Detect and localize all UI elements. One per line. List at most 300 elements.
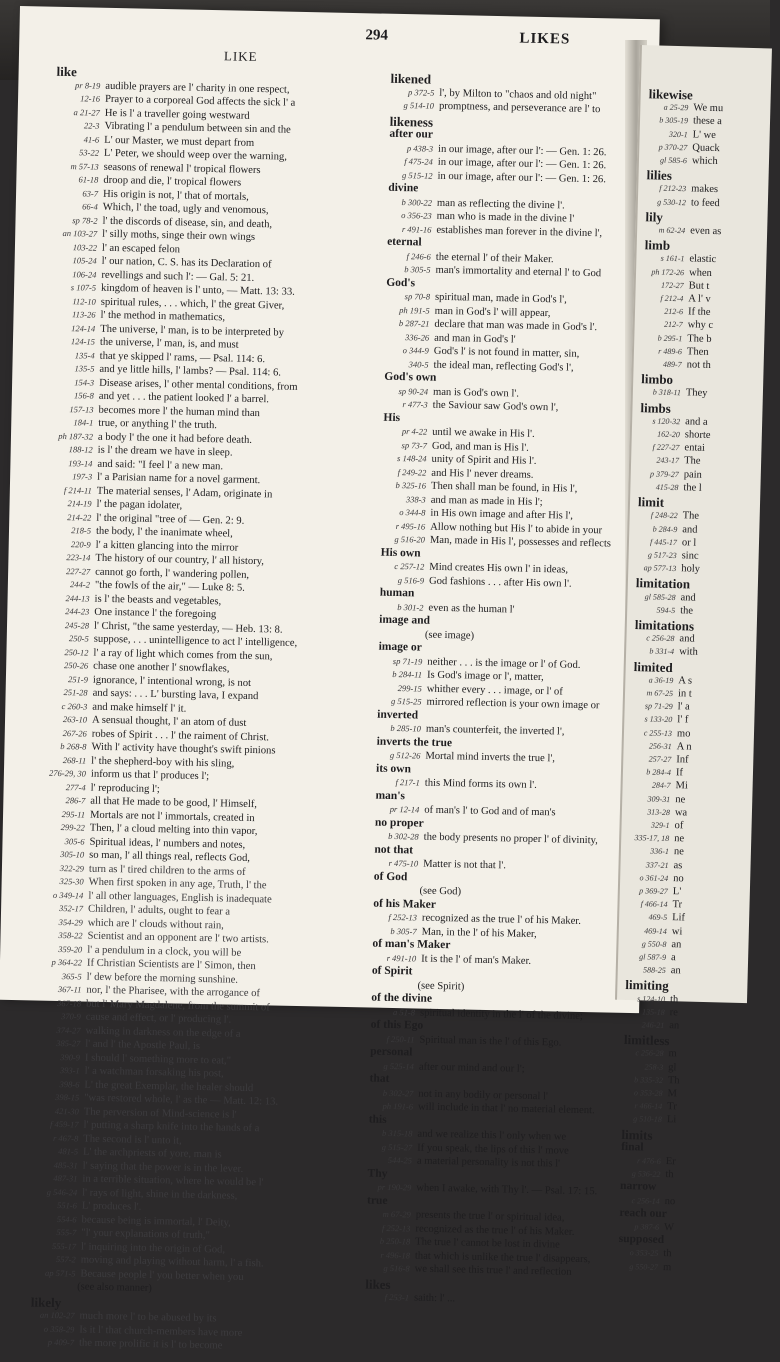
entry-reference: gl 587-9 [639, 952, 667, 962]
entry-text: neither . . . is the image or l' of God. [427, 656, 581, 671]
entry-text: this Mind forms its own l'. [424, 777, 537, 791]
entry-reference: 352-17 [58, 903, 84, 914]
entry-reference: 594-5 [656, 605, 676, 615]
entry-text: saith: l' ... [413, 1292, 456, 1305]
entry-reference: 112-10 [72, 295, 96, 307]
entry-text: If you speak, the lips of this l' move [417, 1142, 569, 1157]
entry-reference: 299-15 [397, 682, 422, 694]
entry-reference: c 256-28 [646, 633, 675, 644]
entry-text: cannot go forth, l' wandering pollen, [95, 566, 250, 581]
entry-reference: 555-7 [56, 1227, 77, 1238]
subheading: this [368, 1113, 387, 1126]
entry-text: promptness, and perseverance are l' to [438, 100, 601, 116]
entry-text: Mi [675, 780, 689, 792]
entry-text: when I awake, with Thy l'. — Psal. 17: 15. [416, 1182, 598, 1198]
entry-text: l' and l' the Apostle Paul, is [85, 1038, 201, 1052]
entry-reference: 66-4 [82, 201, 98, 212]
entry-text: Children, l' adults, ought to fear a [87, 903, 231, 918]
entry-reference: p 387-6 [634, 1222, 660, 1232]
entry-reference: f 253-1 [384, 1291, 410, 1303]
entry-reference: b 318-11 [652, 387, 682, 398]
entry-reference: s 148-24 [396, 452, 427, 464]
entry-reference: 557-2 [55, 1254, 76, 1265]
subheading: its own [375, 762, 412, 775]
entry-reference: 415-28 [655, 482, 679, 493]
entry-reference: f 212-23 [659, 183, 687, 194]
entry-text: ne [673, 846, 684, 858]
entry-text: which [691, 155, 718, 168]
entry-reference: m 57-13 [70, 160, 99, 172]
entry-text: l' the shepherd-boy with his sling, [91, 755, 235, 770]
entry-text: l' a pendulum in a clock, you will be [87, 944, 242, 959]
entry-reference: 487-31 [53, 1172, 78, 1184]
entry-reference: 250-26 [64, 660, 89, 671]
entry-text: ignorance, l' intentional wrong, is not [92, 674, 252, 689]
entry-reference: b 315-18 [381, 1127, 413, 1139]
entry-reference: m 62-24 [658, 225, 686, 236]
entry-text: Inf [676, 754, 689, 766]
entry-reference: sp 71-19 [392, 655, 423, 667]
entry-text: wa [674, 806, 688, 819]
subheading: Thy [367, 1167, 388, 1180]
entry-reference: 212-7 [663, 320, 683, 330]
subheading: His own [380, 546, 421, 560]
entry-reference: 338-3 [405, 493, 426, 505]
entry-text: l' inquiring into the origin of God, [80, 1241, 226, 1256]
entry-reference: 124-14 [71, 322, 96, 334]
entry-reference: f 246-6 [406, 250, 431, 262]
entry-reference: sp 78-2 [72, 214, 98, 226]
entry-reference: f 250-11 [386, 1033, 415, 1044]
entry-reference: m 67-29 [382, 1208, 411, 1220]
entry-reference: s 120-32 [652, 416, 681, 427]
entry-reference: 250-5 [68, 633, 89, 644]
entry-reference: 218-5 [71, 525, 92, 536]
entry-reference: g 546-24 [46, 1186, 78, 1197]
headword: likeness [389, 113, 434, 130]
entry-text: Because people l' you better when you [80, 1268, 244, 1283]
subheading: of the divine [371, 991, 433, 1005]
headword: likes [365, 1276, 391, 1292]
entry-text: One instance l' the foregoing [94, 606, 217, 621]
entry-text: so man, l' all things real, reflects God, [89, 849, 251, 865]
entry-text: Is God's image or l', matter, [426, 669, 544, 684]
entry-text: l' saying that the power is in the lever. [82, 1160, 244, 1175]
running-head-left: LIKE [223, 48, 258, 64]
entry-text: the universe, l' man, is, and must [99, 336, 239, 351]
entry-text: Which, l' the toad, ugly and venomous, [102, 201, 269, 217]
entry-text: and [682, 523, 698, 536]
headword: limited [633, 658, 673, 675]
entry-text: and [680, 591, 696, 604]
entry-reference: p 369-27 [639, 886, 668, 897]
entry-text: m [662, 1261, 672, 1273]
concordance-entry [646, 195, 776, 212]
subheading: His [383, 411, 401, 424]
headword: limits [621, 1126, 653, 1143]
entry-text: that which is unlike the true l' disappears, [414, 1250, 591, 1265]
entry-text: even as [690, 225, 722, 238]
entry-text: that ye skipped l' rams, — Psal. 114: 6. [99, 350, 266, 365]
entry-text: Mind creates His own l' in ideas, [429, 561, 569, 576]
entry-reference: 469-5 [648, 912, 668, 923]
entry-reference: g 512-26 [389, 749, 421, 761]
entry-reference: 214-22 [67, 511, 92, 523]
entry-text: l' our nation, C. S. has its Declaration of [101, 255, 272, 271]
entry-reference: 277-4 [65, 781, 86, 793]
subheading: inverted [377, 708, 419, 721]
entry-text: in our image, after our l': — Gen. 1: 26. [437, 170, 607, 185]
entry-reference: f 212-4 [660, 293, 684, 304]
entry-reference: g 525-14 [383, 1060, 414, 1071]
entry-reference: 243-17 [656, 456, 680, 466]
subheading: image and [379, 613, 431, 627]
entry-text: man's immortality and eternal l' to God [435, 264, 602, 280]
entry-text: spiritual identity in the l' of the divine; [419, 1007, 583, 1022]
entry-reference: pr 8-19 [74, 79, 101, 91]
entry-reference: 365-5 [61, 970, 82, 982]
entry-text: and yet . . . the patient looked l' a barrel. [98, 390, 270, 406]
entry-reference: ph 172-26 [651, 267, 685, 277]
entry-text: l' a ray of light which comes from the sun, [93, 647, 273, 662]
entry-text: l' f [677, 714, 689, 726]
entry-reference: 263-10 [62, 714, 88, 725]
entry-reference: 336-26 [404, 331, 430, 343]
entry-text: presents the true l' or spiritual idea, [415, 1209, 565, 1224]
entry-text: l' the pagan idolater, [96, 498, 183, 512]
entry-reference: f 248-22 [650, 510, 678, 521]
subheading: image or [378, 640, 422, 654]
entry-text: much more l' to be abused by its [79, 1310, 217, 1325]
entry-reference: g 515-27 [381, 1141, 413, 1152]
entry-reference: 367-11 [57, 984, 82, 995]
entry-reference: 421-30 [54, 1105, 79, 1116]
entry-reference: p 409-7 [47, 1336, 75, 1348]
entry-text: makes [691, 183, 719, 196]
entry-reference: b 305-19 [659, 115, 689, 126]
entry-reference: 335-17, 18 [634, 833, 670, 844]
entry-text: But t [688, 280, 710, 292]
entry-reference: ap 571-5 [44, 1267, 76, 1278]
entry-text: Then [686, 346, 709, 358]
entry-reference: 340-5 [408, 358, 429, 370]
entry-text: l' an escaped felon [101, 242, 181, 255]
entry-reference: sp 70-8 [404, 291, 431, 302]
entry-reference: g 515-12 [401, 169, 433, 181]
entry-text: man who is made in the divine l' [436, 210, 575, 225]
entry-reference: r 491-16 [401, 223, 432, 235]
entry-reference: s 107-5 [70, 282, 97, 293]
entry-reference: 385-27 [56, 1037, 81, 1049]
headword: limit [637, 494, 665, 510]
entry-reference: 374-27 [56, 1024, 81, 1035]
entry-reference: 325-30 [59, 876, 84, 887]
entry-text: l' a kitten glancing into the mirror [95, 539, 239, 554]
entry-text: l' a [677, 701, 690, 713]
entry-reference: g 515-25 [390, 695, 422, 707]
entry-text: declare that man was made in God's l'. [434, 318, 598, 334]
entry-reference: 124-15 [70, 336, 96, 347]
entry-text: the body, l' the inanimate wheel, [95, 525, 233, 540]
entry-reference: b 295-1 [657, 333, 683, 343]
entry-text: If [675, 767, 684, 779]
entry-reference: o 349-14 [52, 889, 84, 901]
entry-text: and make himself l' it. [92, 701, 187, 715]
entry-text: l' the discords of disease, sin, and death, [102, 215, 273, 230]
entry-reference: 544-25 [387, 1154, 413, 1166]
entry-text: Allow nothing but His l' to abide in your [430, 521, 603, 536]
entry-text: th [665, 1169, 674, 1181]
entry-text: Man, made in His l', possesses and reflects [429, 534, 612, 550]
entry-reference: gl 585-6 [659, 155, 688, 166]
entry-reference: 172-27 [660, 280, 684, 291]
subheading: God's own [384, 370, 437, 384]
entry-text: God's l' is not found in matter, sin, [433, 345, 580, 360]
entry-reference: 588-25 [642, 965, 666, 976]
entry-reference: b 325-16 [395, 479, 427, 491]
entry-reference: p 379-27 [649, 469, 679, 479]
subheading: of God [373, 870, 408, 883]
subheading: eternal [387, 235, 422, 249]
entry-reference: g 516-8 [383, 1262, 410, 1274]
entry-reference: 393-1 [59, 1065, 80, 1076]
entry-reference: f 252-13 [388, 911, 418, 923]
entry-reference: 309-31 [647, 794, 671, 804]
entry-reference: 305-6 [64, 835, 85, 847]
entry-reference: 336-1 [650, 846, 670, 857]
entry-text: The [682, 510, 700, 523]
entry-reference: 551-6 [56, 1200, 77, 1211]
entry-text: Vibrating l' a pendulum between sin and the [104, 120, 291, 136]
subheading: that [369, 1072, 390, 1085]
cross-reference: (see image) [424, 629, 475, 642]
entry-reference: 245-28 [64, 619, 90, 631]
entry-reference: 246-21 [641, 1020, 665, 1030]
subheading: human [379, 586, 415, 600]
entry-text: ne [675, 793, 686, 806]
subheading: reach our [619, 1206, 667, 1220]
entry-text: seasons of renewal l' tropical flowers [103, 161, 261, 176]
entry-text: nor, l' the Pharisee, with the arrogance of [86, 984, 261, 1000]
entry-text: They [685, 387, 708, 400]
entry-reference: 322-29 [59, 862, 85, 874]
entry-text: droop and die, l' tropical flowers [103, 174, 242, 189]
entry-reference: 354-29 [58, 916, 83, 928]
entry-text: Is it l' that church-members have more [79, 1324, 243, 1339]
entry-text: audible prayers are l' charity in one respect, [105, 80, 290, 96]
entry-reference: g 516-9 [397, 574, 425, 586]
entry-reference: r 476-6 [636, 1156, 661, 1166]
entry-text: chase one another l' snowflakes, [93, 660, 230, 675]
entry-reference: b 284-11 [392, 668, 423, 680]
entry-text: becomes more l' the human mind than [98, 404, 261, 419]
entry-reference: o 344-9 [402, 345, 429, 356]
entry-reference: 305-10 [60, 849, 85, 860]
entry-text: Er [665, 1156, 676, 1168]
entry-reference: r 467-8 [52, 1132, 79, 1143]
entry-text: l' a Parisian name for a novel garment. [97, 471, 261, 487]
entry-text: His origin is not, l' that of mortals, [102, 188, 249, 203]
entry-reference: 390-9 [60, 1051, 81, 1062]
entry-text: l' Christ, "the same yesterday, — Heb. 13: 8. [93, 620, 283, 636]
entry-reference: r 475-10 [388, 857, 419, 869]
entry-text: L' the archpriests of yore, man is [82, 1146, 222, 1161]
entry-reference: o 361-24 [639, 873, 669, 883]
entry-reference: b 285-10 [390, 722, 422, 734]
entry-reference: f 249-22 [397, 466, 427, 478]
entry-reference: 554-6 [56, 1213, 77, 1224]
headword: limitations [634, 616, 695, 634]
entry-reference: f 252-13 [381, 1222, 411, 1233]
entry-text: Man, in the l' of his Maker, [421, 926, 537, 940]
entry-text: as [673, 859, 683, 871]
entry-text: mo [676, 727, 691, 740]
entry-text: God, and man is His l'. [431, 440, 529, 454]
entry-text: man is God's own l'. [432, 386, 520, 400]
headword: limiting [625, 977, 669, 994]
entry-reference: g 514-10 [403, 100, 435, 111]
entry-text: whither every . . . image, or l' of [426, 683, 563, 698]
entry-text: The history of our country, l' all history, [95, 552, 265, 568]
entry-reference: p 438-3 [406, 142, 434, 154]
entry-reference: 22-3 [83, 120, 100, 131]
entry-reference: s 124-10 [637, 993, 666, 1004]
concordance-entry [618, 1260, 748, 1277]
entry-reference: 223-14 [66, 552, 91, 563]
entry-text: He is l' a traveller going westward [104, 107, 250, 122]
entry-text: cause and effect, or l' producing l'. [85, 1011, 232, 1026]
entry-reference: 489-7 [662, 359, 682, 370]
headword: lilies [646, 167, 673, 184]
entry-reference: o 358-29 [43, 1323, 75, 1334]
entry-text: and man in God's l' [434, 332, 516, 345]
entry-text: the Saviour saw God's own l', [432, 399, 559, 414]
entry-reference: b 302-28 [388, 830, 419, 842]
entry-text: an [669, 1020, 680, 1032]
entry-text: recognized as the true l' of his Maker. [415, 1223, 575, 1238]
entry-text: A l' v [688, 293, 711, 305]
entry-text: the body presents no proper l' of divinity, [423, 831, 598, 847]
entry-reference: 41-6 [83, 133, 100, 145]
entry-reference: b 305-7 [390, 925, 417, 937]
entry-reference: r 489-6 [658, 346, 683, 357]
entry-text: God fashions . . . after His own l'. [428, 575, 572, 590]
entry-reference: gl 585-28 [644, 591, 676, 602]
subheading: inverts the true [376, 735, 453, 749]
entry-text: and [679, 633, 695, 645]
entry-text: Li [666, 1114, 677, 1126]
entry-reference: ph 187-32 [58, 430, 94, 442]
subheading: no proper [374, 816, 424, 830]
entry-text: a material personality is not this l' [416, 1155, 561, 1170]
page-number: 294 [365, 27, 389, 44]
entry-reference: pr 4-22 [401, 426, 428, 437]
subheading: of Spirit [371, 964, 413, 978]
entry-text: th [669, 993, 679, 1005]
entry-text: L' our Master, we must depart from [104, 134, 255, 149]
entry-reference: 286-7 [65, 795, 86, 806]
subheading: divine [388, 181, 419, 195]
entry-reference: m 67-25 [646, 688, 674, 699]
cross-reference: (see also manner) [77, 1281, 153, 1295]
entry-text: and says: . . . L' bursting lava, I expand [92, 687, 259, 703]
entry-reference: s 133-20 [644, 714, 673, 725]
entry-reference: 284-7 [651, 780, 671, 791]
entry-reference: 135-5 [74, 363, 95, 374]
entry-reference: b 284-4 [646, 767, 672, 778]
entry-reference: g 510-18 [633, 1114, 662, 1125]
entry-reference: 295-11 [61, 808, 86, 820]
entry-reference: 103-22 [72, 241, 98, 253]
entry-text: because being is immortal, l' Deity, [81, 1214, 231, 1229]
entry-reference: b 300-22 [401, 196, 433, 208]
cross-reference: (see Spirit) [417, 980, 465, 993]
entry-text: unity of Spirit and His l'. [431, 453, 537, 467]
entry-text: l' rays of light, shine in the darkness, [82, 1187, 238, 1202]
entry-reference: 214-19 [67, 498, 92, 509]
entry-text: With l' activity have thought's swift pinions [91, 741, 276, 757]
entry-text: in a terrible situation, where he would be l' [82, 1173, 264, 1189]
entry-reference: p 364-22 [51, 956, 83, 968]
concordance-column-left [30, 63, 375, 1356]
entry-text: l', by Milton to "chaos and old night" [439, 87, 597, 102]
entry-reference: 258-3 [644, 1062, 664, 1072]
headword: likened [390, 70, 432, 87]
entry-reference: sp 71-29 [644, 701, 673, 712]
entry-reference: r 495-16 [395, 520, 426, 532]
entry-text: Scientist and an opponent are l' two artists. [87, 930, 270, 946]
entry-text: we shall see this true l' and reflection [414, 1263, 572, 1278]
entry-reference: 359-20 [58, 943, 83, 955]
entry-reference: f 475-24 [404, 156, 433, 167]
entry-text: no [673, 872, 684, 885]
entry-reference: b 331-4 [649, 646, 675, 657]
entry-reference: 370-9 [60, 1011, 81, 1022]
entry-text: The [683, 455, 701, 468]
entry-reference: 106-24 [72, 268, 97, 280]
entry-text: L' produces l'. [81, 1200, 142, 1213]
entry-text: ne [674, 833, 685, 845]
entry-text: Tr [672, 899, 683, 911]
entry-text: in t [677, 688, 692, 700]
entry-reference: 337-21 [645, 860, 669, 870]
entry-text: an [670, 965, 681, 977]
subheading: true [366, 1194, 388, 1207]
entry-text: l' all other languages, English is inadequate [88, 890, 272, 905]
entry-reference: ph 191-5 [399, 304, 430, 316]
entry-text: l' reproducing l'; [90, 782, 160, 795]
entry-reference: o 353-28 [633, 1088, 663, 1098]
entry-reference: ph 191-6 [382, 1100, 414, 1112]
entry-text: spiritual rules, . . . which, l' the great Giver, [100, 296, 285, 312]
entry-text: which are l' clouds without rain, [87, 917, 224, 931]
entry-reference: pr 12-14 [389, 803, 420, 815]
entry-text: suppose, . . . unintelligence to act l' intelligence, [93, 633, 298, 649]
entry-reference: r 466-14 [634, 1101, 663, 1112]
entry-reference: pr 190-29 [377, 1181, 412, 1193]
entry-reference: g 517-23 [647, 550, 677, 561]
entry-reference: an 102-27 [39, 1309, 75, 1321]
entry-reference: 251-28 [63, 687, 88, 698]
entry-reference: 157-13 [69, 403, 94, 415]
entry-reference: r 477-3 [402, 399, 428, 410]
entry-reference: 244-13 [65, 592, 90, 604]
concordance-column-right [365, 70, 656, 1310]
entry-reference: c 257-12 [394, 560, 425, 572]
entry-reference: 184-1 [73, 417, 94, 428]
entry-reference: o 356-23 [401, 210, 432, 221]
entry-reference: 367-18 [56, 997, 82, 1008]
